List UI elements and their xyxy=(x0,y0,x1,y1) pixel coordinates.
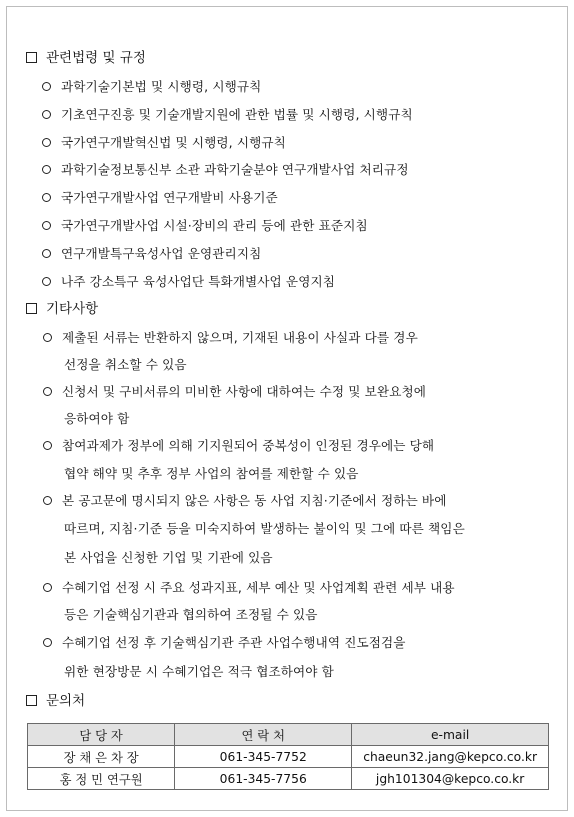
circle-bullet-icon xyxy=(43,387,52,396)
note-item-continuation: 본 사업을 신청한 기업 및 기관에 있음 xyxy=(64,550,273,565)
note-item: 제출된 서류는 반환하지 않으며, 기재된 내용이 사실과 다를 경우 xyxy=(43,329,418,347)
note-item-continuation: 선정을 취소할 수 있음 xyxy=(64,357,187,372)
regulation-item: 기초연구진흥 및 기술개발지원에 관한 법률 및 시행령, 시행규칙 xyxy=(42,106,413,124)
contact-name-cell: 홍 정 민 연구원 xyxy=(28,768,175,790)
note-item-continuation: 협약 해약 및 추후 정부 사업의 참여를 제한할 수 있음 xyxy=(64,466,359,481)
regulation-item: 과학기술기본법 및 시행령, 시행규칙 xyxy=(42,78,261,96)
circle-bullet-icon xyxy=(42,193,51,202)
circle-bullet-icon xyxy=(43,583,52,592)
note-item: 수혜기업 선정 시 주요 성과지표, 세부 예산 및 사업계획 관련 세부 내용 xyxy=(43,579,455,597)
circle-bullet-icon xyxy=(42,277,51,286)
contact-table-header-row xyxy=(28,724,549,746)
regulation-item: 국가연구개발사업 연구개발비 사용기준 xyxy=(42,189,278,207)
regulation-item: 나주 강소특구 육성사업단 특화개별사업 운영지침 xyxy=(42,273,335,291)
circle-bullet-icon xyxy=(42,82,51,91)
regulation-item: 연구개발특구육성사업 운영관리지침 xyxy=(42,245,261,263)
circle-bullet-icon xyxy=(42,221,51,230)
note-item-continuation: 등은 기술핵심기관과 협의하여 조정될 수 있음 xyxy=(64,607,318,622)
note-item: 참여과제가 정부에 의해 기지원되어 중복성이 인정된 경우에는 당해 xyxy=(43,437,434,455)
note-item-continuation: 응하여야 함 xyxy=(64,411,130,426)
note-item: 본 공고문에 명시되지 않은 사항은 동 사업 지침·기준에서 정하는 바에 xyxy=(43,492,446,510)
checkbox-square-icon xyxy=(26,52,37,63)
contact-phone-cell: 061-345-7752 xyxy=(175,746,352,768)
contact-email-cell: jgh101304@kepco.co.kr xyxy=(352,768,549,790)
circle-bullet-icon xyxy=(42,249,51,258)
table-row xyxy=(28,746,549,768)
regulation-item: 과학기술정보통신부 소관 과학기술분야 연구개발사업 처리규정 xyxy=(42,161,409,179)
note-item: 신청서 및 구비서류의 미비한 사항에 대하여는 수정 및 보완요청에 xyxy=(43,383,426,401)
header-cell-phone: 연 락 처 xyxy=(175,724,352,746)
table-row xyxy=(28,768,549,790)
section-heading-contact: 문의처 xyxy=(26,692,85,710)
checkbox-square-icon xyxy=(26,303,37,314)
document-page xyxy=(6,6,568,811)
circle-bullet-icon xyxy=(42,110,51,119)
header-cell-person: 담 당 자 xyxy=(28,724,175,746)
regulation-item: 국가연구개발혁신법 및 시행령, 시행규칙 xyxy=(42,134,286,152)
circle-bullet-icon xyxy=(42,138,51,147)
contact-email-cell: chaeun32.jang@kepco.co.kr xyxy=(352,746,549,768)
section-heading-regulations: 관련법령 및 규정 xyxy=(26,49,146,67)
note-item-continuation: 위한 현장방문 시 수혜기업은 적극 협조하여야 함 xyxy=(64,664,334,679)
contact-phone-cell: 061-345-7756 xyxy=(175,768,352,790)
contact-table xyxy=(27,723,549,790)
regulation-item: 국가연구개발사업 시설·장비의 관리 등에 관한 표준지침 xyxy=(42,217,368,235)
circle-bullet-icon xyxy=(43,638,52,647)
header-cell-email: e-mail xyxy=(352,724,549,746)
checkbox-square-icon xyxy=(26,695,37,706)
circle-bullet-icon xyxy=(42,165,51,174)
circle-bullet-icon xyxy=(43,333,52,342)
circle-bullet-icon xyxy=(43,441,52,450)
note-item: 수혜기업 선정 후 기술핵심기관 주관 사업수행내역 진도점검을 xyxy=(43,634,406,652)
note-item-continuation: 따르며, 지침·기준 등을 미숙지하여 발생하는 불이익 및 그에 따른 책임은 xyxy=(64,521,465,536)
circle-bullet-icon xyxy=(43,496,52,505)
contact-name-cell: 장 채 은 차 장 xyxy=(28,746,175,768)
section-heading-other-notes: 기타사항 xyxy=(26,300,98,318)
